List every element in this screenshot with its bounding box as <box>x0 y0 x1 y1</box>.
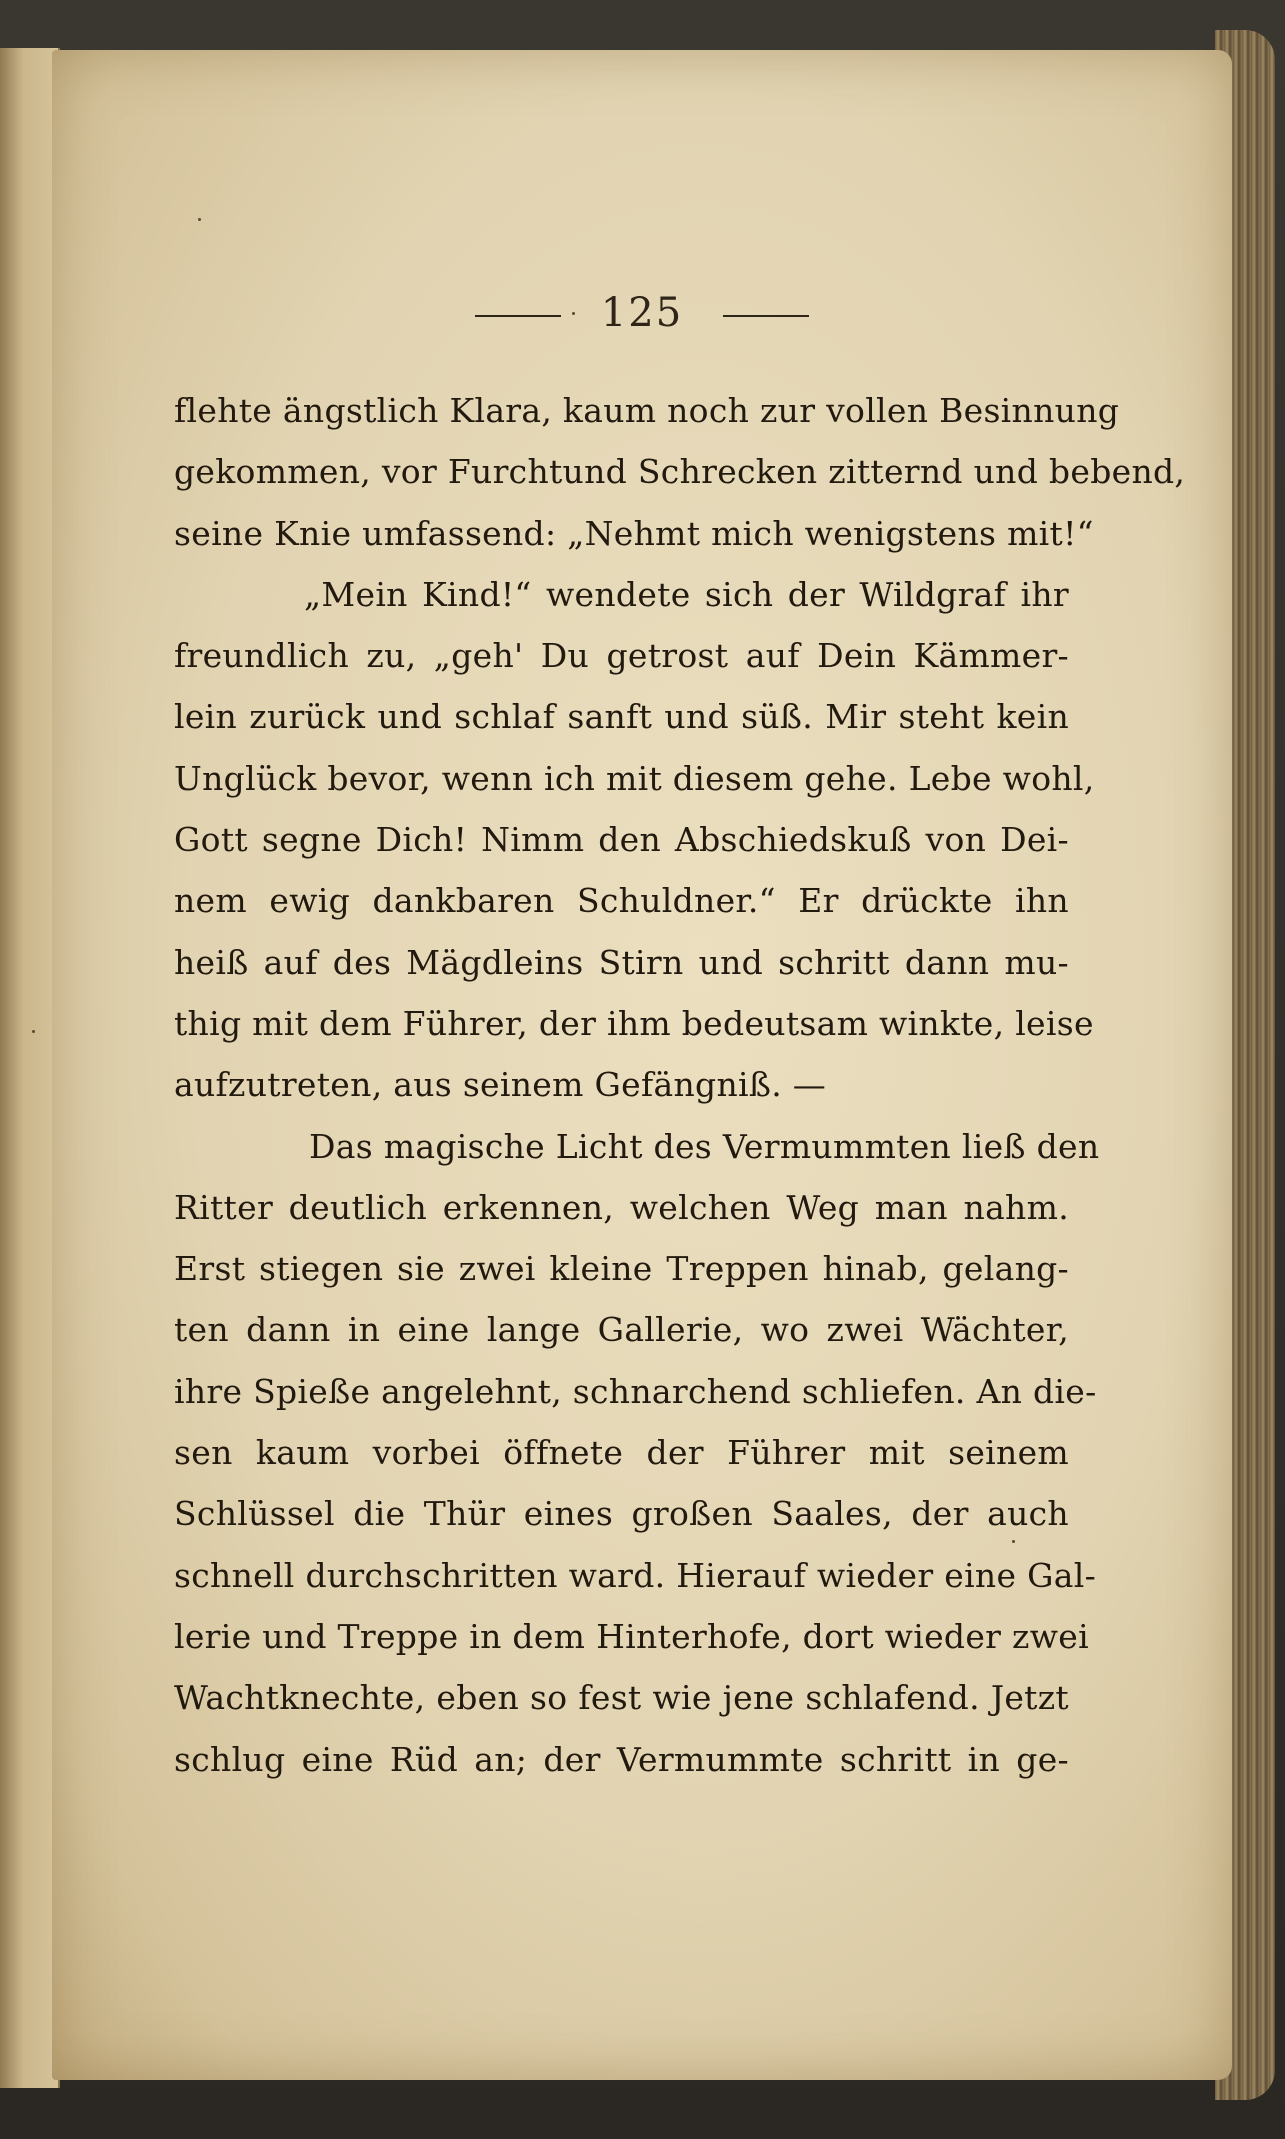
text-line: schnell durchschritten ward. Hierauf wieder eine Gal- <box>174 1555 1097 1595</box>
text-line: flehte ängstlich Klara, kaum noch zur vollen Besinnung <box>174 391 1120 430</box>
text-line: lerie und Treppe in dem Hinterhofe, dort wieder zwei <box>174 1616 1089 1656</box>
text-line: Unglück bevor, wenn ich mit diesem gehe. Lebe wohl, <box>174 758 1095 798</box>
body-text <box>174 380 1186 1790</box>
text-line: seine Knie umfassend: „Nehmt mich wenigstens mit!“ <box>174 513 1094 553</box>
previous-page-edge <box>0 48 60 2088</box>
text-line: Erst stiegen sie zwei kleine Treppen hinab, gelang- <box>174 1249 1069 1289</box>
text-line: thig mit dem Führer, der ihm bedeutsam winkte, leise <box>174 1003 1094 1043</box>
text-line: sen kaum vorbei öffnete der Führer mit seinem <box>174 1433 1069 1473</box>
header-rule-right <box>723 315 809 317</box>
paper-speck <box>572 312 575 315</box>
header-rule-left <box>475 315 561 317</box>
text-line: ihre Spieße angelehnt, schnarchend schliefen. An die- <box>174 1371 1097 1411</box>
page-number: 125 <box>600 290 684 336</box>
paragraph-1 <box>174 380 1186 564</box>
text-line: heiß auf des Mägdleins Stirn und schritt dann mu- <box>174 942 1069 982</box>
book-page <box>52 50 1232 2080</box>
text-line: Gott segne Dich! Nimm den Abschiedskuß von Dei- <box>174 820 1069 860</box>
text-line: Das magische Licht des Vermummten ließ den <box>309 1126 1100 1166</box>
text-line: „Mein Kind!“ wendete sich der Wildgraf ihr <box>304 574 1069 614</box>
text-line: gekommen, vor Furchtund Schrecken zitternd und bebend, <box>174 452 1186 492</box>
text-line: ten dann in eine lange Gallerie, wo zwei Wächter, <box>174 1310 1069 1350</box>
page-header <box>52 290 1232 336</box>
text-line: Ritter deutlich erkennen, welchen Weg man nahm. <box>174 1187 1069 1227</box>
text-line: aufzutreten, aus seinem Gefängniß. — <box>174 1065 827 1105</box>
paragraph-2 <box>174 564 1095 1116</box>
text-line: Wachtknechte, eben so fest wie jene schlafend. Jetzt <box>174 1678 1069 1718</box>
paper-speck <box>1012 1540 1015 1543</box>
paragraph-3 <box>174 1116 1100 1790</box>
text-line: schlug eine Rüd an; der Vermummte schritt in ge- <box>174 1739 1069 1779</box>
text-line: Schlüssel die Thür eines großen Saales, der auch <box>174 1494 1069 1534</box>
text-line: nem ewig dankbaren Schuldner.“ Er drückte ihn <box>174 881 1069 921</box>
paper-speck <box>198 218 201 221</box>
paper-speck <box>32 1030 35 1033</box>
text-line: freundlich zu, „geh' Du getrost auf Dein Kämmer- <box>174 636 1069 676</box>
text-line: lein zurück und schlaf sanft und süß. Mir steht kein <box>174 697 1069 737</box>
